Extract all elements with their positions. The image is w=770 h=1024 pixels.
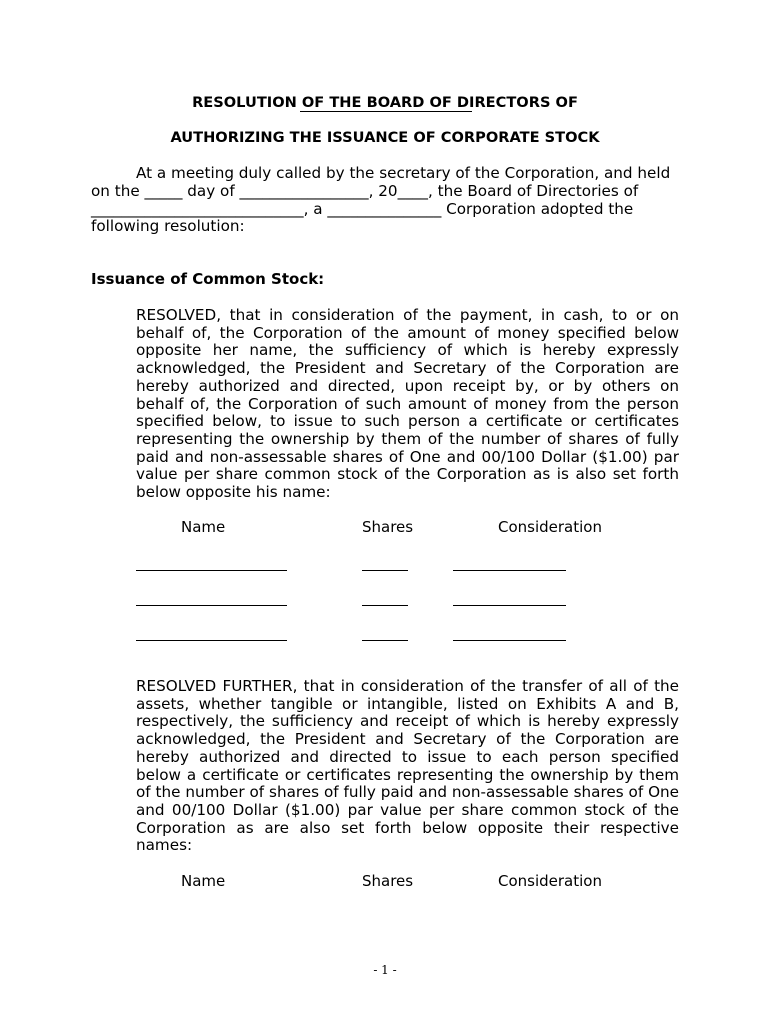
table2-header-name: Name xyxy=(181,872,226,890)
table1-row2-name-line xyxy=(136,605,287,606)
intro-line-2: on the _____ day of _________________, 20____, the Board of Directories of xyxy=(91,182,639,200)
table1-row1-consideration-line xyxy=(453,570,566,571)
table1-row2-consideration-line xyxy=(453,605,566,606)
intro-line-4: following resolution: xyxy=(91,217,245,235)
intro-line-1: At a meeting duly called by the secretary of the Corporation, and held xyxy=(136,164,671,182)
corporation-name-blank xyxy=(300,111,472,112)
table1-header-consideration: Consideration xyxy=(498,518,602,536)
table1-row3-name-line xyxy=(136,640,287,641)
resolved-further-paragraph: RESOLVED FURTHER, that in consideration of the transfer of all of the assets, whether tangible or intangible, listed on Exhibits A and B, respectively, the sufficiency and receipt of which is hereby expressly acknowledged, the President and Secretary of the Corporation are hereby authorized and directed to issue to each person specified below a certificate or certificates representing the ownership by them of the number of shares of fully paid and non-assessable shares of One and 00/100 Dollar ($1.00) par value per share common stock of the Corporation as are also set forth below opposite their respective names: xyxy=(136,677,679,855)
table1-row1-name-line xyxy=(136,570,287,571)
resolved-paragraph: RESOLVED, that in consideration of the payment, in cash, to or on behalf of, the Corporation of the amount of money specified below opposite her name, the sufficiency of which is hereby expressly acknowledged, the President and Secretary of the Corporation are hereby authorized and directed, upon receipt by, or by others on behalf of, the Corporation of such amount of money from the person specified below, to issue to such person a certificate or certificates representing the ownership by them of the number of shares of fully paid and non-assessable shares of One and 00/100 Dollar ($1.00) par value per share common stock of the Corporation as is also set forth below opposite his name: xyxy=(136,306,679,502)
table2-header-consideration: Consideration xyxy=(498,872,602,890)
table1-row3-shares-line xyxy=(362,640,408,641)
table2-header-shares: Shares xyxy=(362,872,414,890)
table1-row1-shares-line xyxy=(362,570,408,571)
section-heading: Issuance of Common Stock: xyxy=(91,270,325,288)
table1-row3-consideration-line xyxy=(453,640,566,641)
intro-line-3: ____________________________, a _______________ Corporation adopted the xyxy=(91,200,634,218)
page-number: - 1 - xyxy=(373,963,397,977)
table1-header-name: Name xyxy=(181,518,226,536)
document-title: RESOLUTION OF THE BOARD OF DIRECTORS OF xyxy=(192,94,578,111)
table1-header-shares: Shares xyxy=(362,518,414,536)
table1-row2-shares-line xyxy=(362,605,408,606)
document-subtitle: AUTHORIZING THE ISSUANCE OF CORPORATE STOCK xyxy=(170,129,600,146)
